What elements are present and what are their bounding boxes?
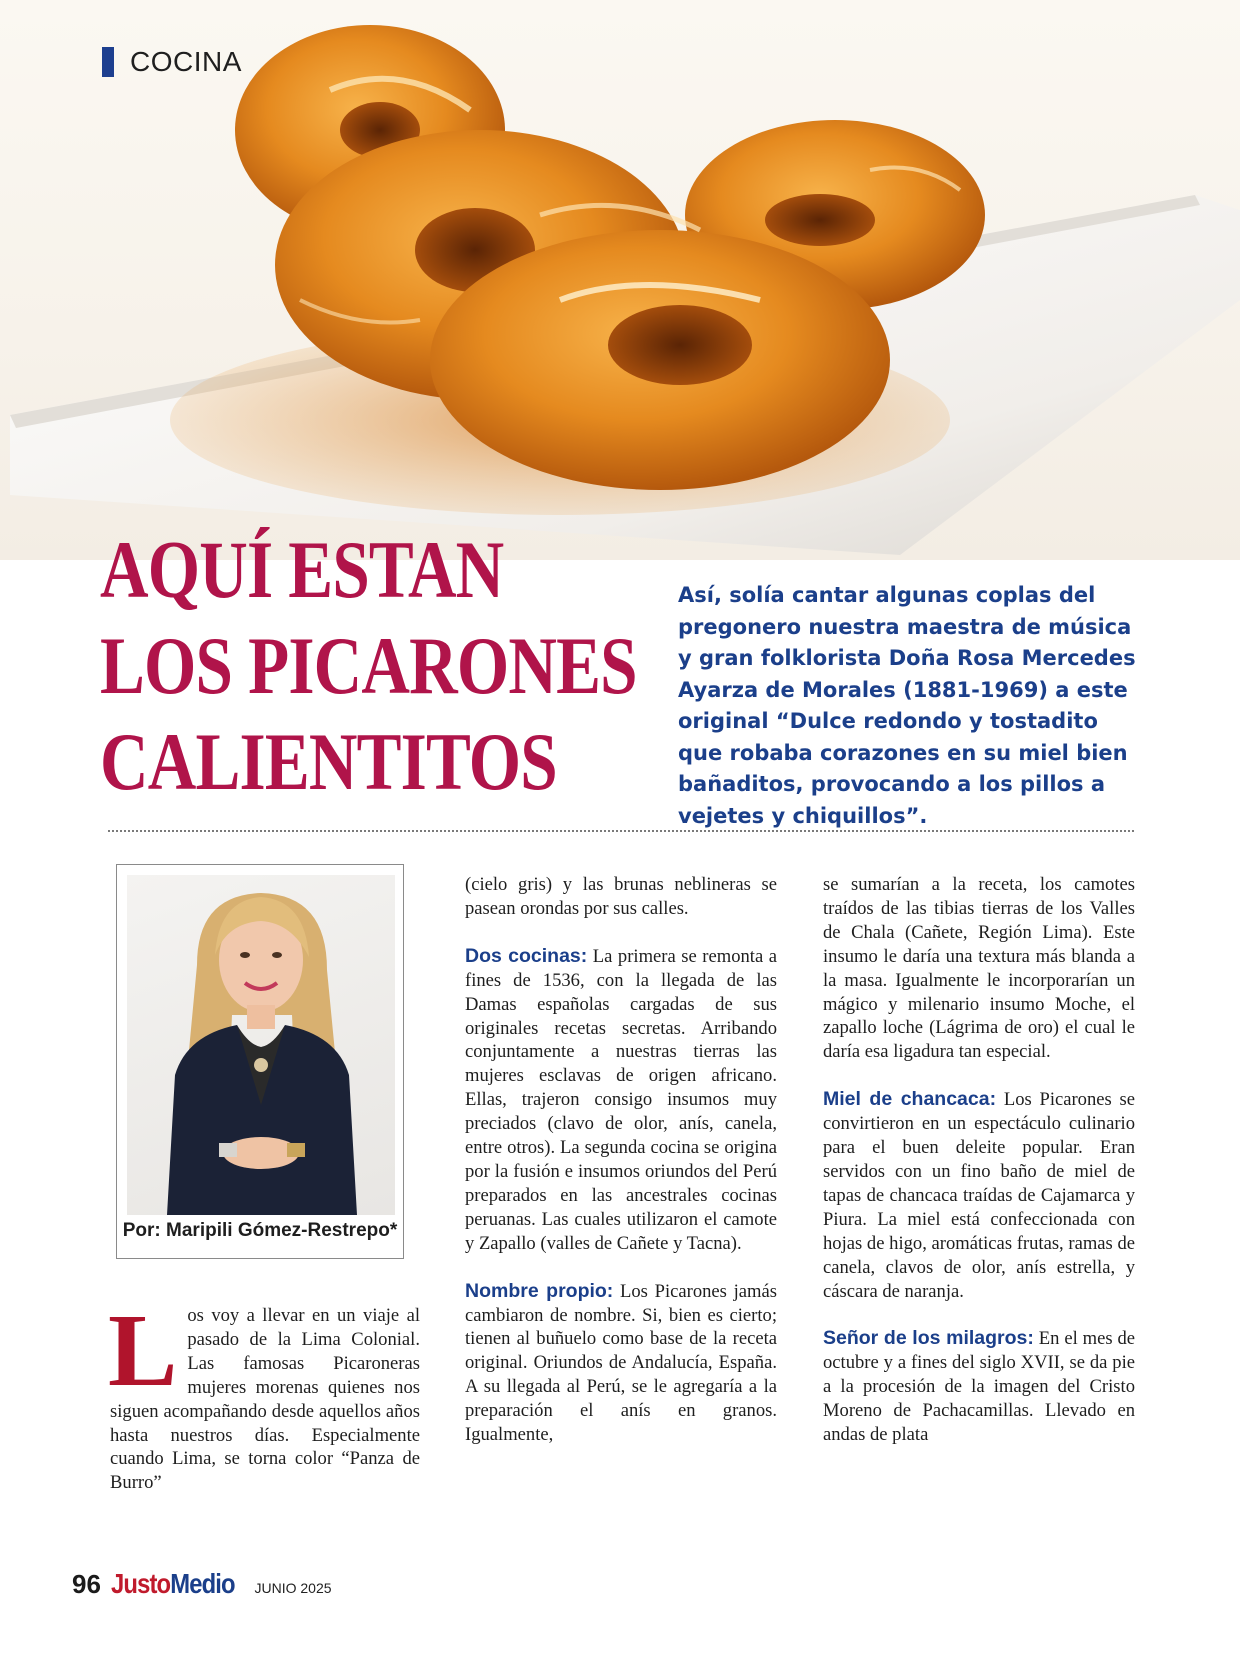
- article-section-senor-de-los-milagros: [823, 1327, 1135, 1447]
- author-photo: [127, 875, 395, 1215]
- text-dos-cocinas: La primera se remonta a fines de 1536, con la llegada de las Damas españolas cargadas de sus originales recetas secretas. Arribando conjuntamente a nuestras tierras las mujeres esclavas de origen africano. Ellas, trajeron consigo insumos muy preciados (clavo de olor, anís, canela, entre otros). La segunda cocina se origina por la fusión e insumos oriundos del Perú preparados en las ancestrales cocinas peruanas. Las cuales utilizaron el camote y Zapallo (valles de Cañete y Tacna).: [465, 945, 777, 1254]
- article-intro-paragraph: [108, 1293, 420, 1495]
- headline: [100, 522, 637, 810]
- headline-line-3: CALIENTITOS: [100, 716, 557, 807]
- author-portrait-illustration: [127, 875, 395, 1215]
- subhead-senor-de-los-milagros: Señor de los milagros:: [823, 1327, 1034, 1350]
- article-column-1: [108, 1293, 420, 1519]
- drop-cap: L: [108, 1293, 178, 1408]
- picarones-image: [0, 0, 1240, 560]
- article-section-nombre-propio: [465, 1280, 777, 1447]
- section-label: COCINA: [130, 46, 242, 77]
- text-senor-de-los-milagros: En el mes de octubre y a fines del siglo XVII, se da pie a la procesión de la imagen del Cristo Moreno de Pachacamillas. Llevado en andas de plata: [823, 1328, 1135, 1446]
- issue-date: JUNIO 2025: [254, 1580, 332, 1596]
- article-section-miel-de-chancaca: [823, 1088, 1135, 1303]
- section-accent-bar: [102, 47, 114, 77]
- author-byline: Por: Maripili Gómez-Restrepo*: [122, 1220, 398, 1241]
- headline-line-1: AQUÍ ESTAN: [100, 524, 504, 615]
- article-intro-text: os voy a llevar en un viaje al pasado de la Lima Colonial. Las famosas Picaroneras mujeres morenas quienes nos siguen acompañando desde aquellos años hasta nuestros días. Especialmente cuando Lima, se torna color “Panza de Burro”: [110, 1305, 420, 1494]
- article-column-2: [465, 873, 777, 1471]
- hero-photo: [0, 0, 1240, 560]
- article-column-3: [823, 873, 1135, 1471]
- text-nombre-propio: Los Picarones jamás cambiaron de nombre. Si, bien es cierto; tienen al buñuelo como base de la receta original. Oriundos de Andalucía, España. A su llegada al Perú, se le agregaría a la preparación el anís en granos. Igualmente,: [465, 1280, 777, 1446]
- dotted-divider: [108, 830, 1134, 832]
- subhead-dos-cocinas: Dos cocinas:: [465, 944, 588, 967]
- section-tag: [102, 46, 242, 78]
- article-section-dos-cocinas: [465, 945, 777, 1256]
- page-footer: [72, 1568, 332, 1602]
- subhead-nombre-propio: Nombre propio:: [465, 1279, 614, 1302]
- subhead-miel-de-chancaca: Miel de chancaca:: [823, 1088, 997, 1111]
- deck-intro: Así, solía cantar algunas coplas del pregonero nuestra maestra de música y gran folklorista Doña Rosa Mercedes Ayarza de Morales (1881-1969) a este original “Dulce redondo y tostadito que robaba corazones en su miel bien bañaditos, provocando a los pillos a vejetes y chiquillos”.: [678, 583, 1136, 828]
- magazine-logo: [111, 1568, 235, 1600]
- article-nombre-propio-continued: se sumarían a la receta, los camotes traídos de las tibias tierras de los Valles de Chala (Cañete, Región Lima). Este insumo le daría una textura más blanda a la masa. Igualmente le incorporarían un mágico y milenario insumo Moche, el zapallo loche (Lágrima de oro) el cual le daría esa ligadura tan especial.: [823, 874, 1135, 1063]
- page-number: 96: [72, 1569, 101, 1599]
- logo-word-medio: Medio: [170, 1568, 235, 1599]
- author-box: [116, 864, 404, 1259]
- headline-line-2: LOS PICARONES: [100, 620, 637, 711]
- logo-word-justo: Justo: [110, 1568, 171, 1599]
- text-miel-de-chancaca: Los Picarones se convirtieron en un espectáculo culinario para el buen deleite popular. Eran servidos con un fino baño de miel de tapas de chancaca traídas de Cajamarca y Piura. La miel está confeccionada con hojas de higo, aromáticas frutas, ramas de canela, clavos de olor, anís estrella, y cáscara de naranja.: [823, 1089, 1135, 1302]
- article-intro-continued: (cielo gris) y las brunas neblineras se pasean orondas por sus calles.: [465, 874, 777, 919]
